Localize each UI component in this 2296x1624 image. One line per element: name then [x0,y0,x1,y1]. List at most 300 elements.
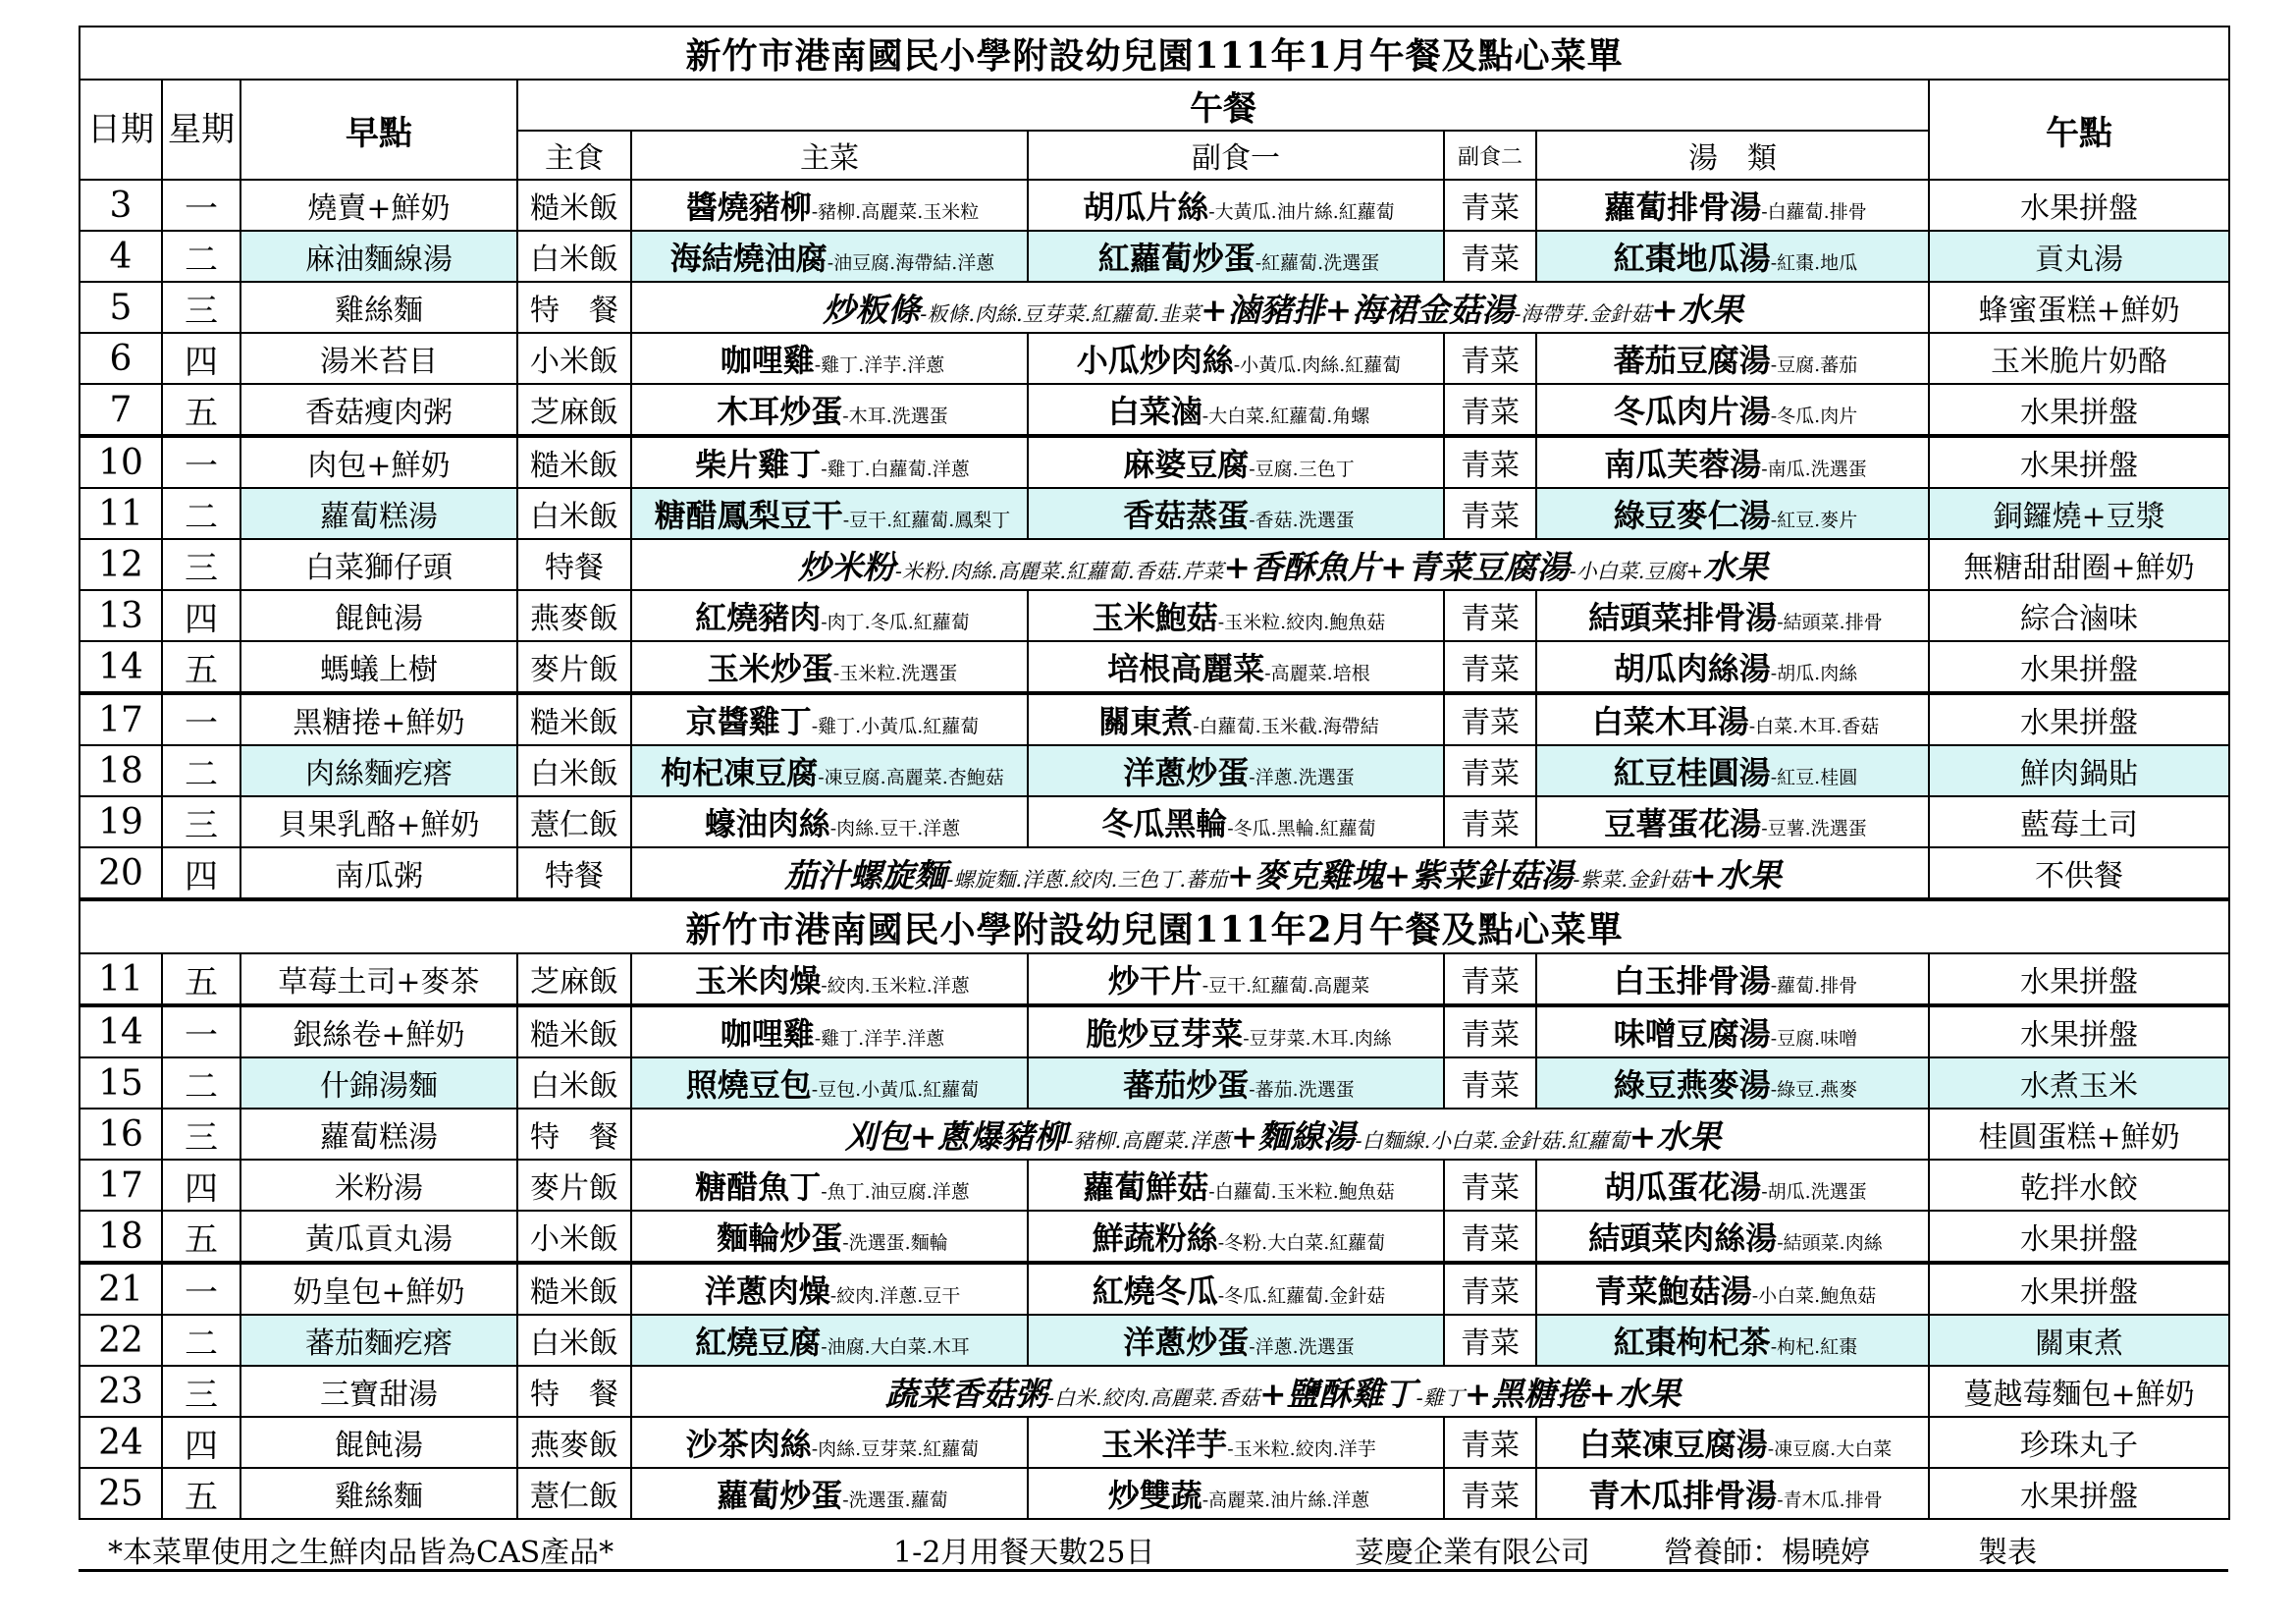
special-dish: +滷豬排+海裙金菇湯 [1201,290,1515,329]
special-dish: +麥克雞塊+紫菜針菇湯 [1227,855,1574,894]
afternoon-snack: 不供餐 [1929,847,2229,899]
footer [79,1520,2228,1572]
special-dish: +香酥魚片+青菜豆腐湯 [1223,547,1570,586]
menu-row [80,180,2229,231]
menu-row [80,1160,2229,1211]
soup-ingredients: -豆腐.蕃茄 [1770,354,1858,376]
soup [1536,590,1929,641]
staple: 白米飯 [517,488,631,539]
menu-row [80,796,2229,847]
afternoon-snack: 水果拼盤 [1929,436,2229,488]
day-number: 17 [80,693,162,745]
menu-row [80,1109,2229,1160]
staple: 麥片飯 [517,1160,631,1211]
menu-row [80,539,2229,590]
main-dish-ingredients: -油腐.大白菜.木耳 [821,1336,970,1358]
main-dish [631,180,1028,231]
soup-name: 青木瓜排骨湯 [1588,1477,1778,1514]
side-dish-two: 青菜 [1444,488,1536,539]
side-dish-ingredients: -高麗菜.培根 [1264,663,1370,684]
main-dish [631,1263,1028,1315]
side-dish-two: 青菜 [1444,693,1536,745]
side-dish-two: 青菜 [1444,1005,1536,1057]
side-dish-ingredients: -冬瓜.紅蘿蔔.金針菇 [1217,1285,1386,1307]
side-dish-one [1028,231,1444,282]
soup-name: 胡瓜蛋花湯 [1604,1168,1762,1206]
main-dish-name: 紅燒豬肉 [695,599,822,636]
weekday: 一 [162,1263,240,1315]
side-dish-two: 青菜 [1444,1315,1536,1366]
soup [1536,693,1929,745]
day-number: 3 [80,180,162,231]
side-dish-name: 玉米鮑菇 [1092,599,1218,636]
special-ingredients: -小白菜.豆腐+ [1569,559,1704,583]
side2-header: 副食二 [1444,131,1536,180]
february-title: 新竹市港南國民小學附設幼兒園111年2月午餐及點心菜單 [80,899,2229,953]
february-title-row [80,899,2229,953]
day-number: 14 [80,641,162,693]
special-ingredients: -白米.絞肉.高麗菜.香菇 [1046,1385,1260,1410]
soup [1536,1315,1929,1366]
weekday: 四 [162,1160,240,1211]
weekday: 二 [162,745,240,796]
menu-row [80,436,2229,488]
staple: 芝麻飯 [517,384,631,436]
side-dish-two: 青菜 [1444,1263,1536,1315]
footer-note: *本菜單使用之生鮮肉品皆為CAS產品* [108,1536,614,1570]
soup-name: 紅棗枸杞茶 [1613,1324,1771,1361]
footer-company: 荽慶企業有限公司 [1355,1536,1590,1570]
staple: 薏仁飯 [517,796,631,847]
day-number: 10 [80,436,162,488]
menu-row [80,693,2229,745]
special-meal [631,847,1929,899]
weekday: 二 [162,1057,240,1109]
afternoon-snack: 玉米脆片奶酪 [1929,333,2229,384]
soup-name: 綠豆麥仁湯 [1613,497,1771,534]
soup [1536,1263,1929,1315]
afternoon-header: 午點 [1929,80,2229,180]
afternoon-snack: 銅鑼燒+豆漿 [1929,488,2229,539]
main-dish-ingredients: -肉絲.豆干.洋蔥 [829,818,961,839]
main-header: 主菜 [631,131,1028,180]
side-dish-ingredients: -豆干.紅蘿蔔.高麗菜 [1201,975,1370,997]
side-dish-one [1028,745,1444,796]
weekday: 五 [162,641,240,693]
afternoon-snack: 水果拼盤 [1929,384,2229,436]
afternoon-snack: 水果拼盤 [1929,1211,2229,1263]
soup [1536,436,1929,488]
menu-row [80,953,2229,1005]
breakfast: 貝果乳酪+鮮奶 [240,796,517,847]
side-dish-one [1028,1315,1444,1366]
weekday: 一 [162,1005,240,1057]
soup-ingredients: -小白菜.鮑魚菇 [1751,1285,1877,1307]
soup-name: 結頭菜肉絲湯 [1588,1219,1778,1257]
menu-row [80,1211,2229,1263]
main-dish-ingredients: -木耳.洗選蛋 [842,406,948,427]
afternoon-snack: 水果拼盤 [1929,1468,2229,1519]
soup-ingredients: -白蘿蔔.排骨 [1761,201,1867,223]
afternoon-snack: 綜合滷味 [1929,590,2229,641]
side-dish-two: 青菜 [1444,745,1536,796]
soup-name: 冬瓜肉片湯 [1613,393,1771,430]
side-dish-one [1028,1160,1444,1211]
soup [1536,1160,1929,1211]
main-dish [631,953,1028,1005]
side-dish-ingredients: -洋蔥.洗選蛋 [1249,1336,1355,1358]
breakfast: 黑糖捲+鮮奶 [240,693,517,745]
special-dish: 炒米粉 [797,547,895,586]
side-dish-one [1028,180,1444,231]
menu-row [80,282,2229,333]
breakfast: 白菜獅仔頭 [240,539,517,590]
side-dish-name: 紅蘿蔔炒蛋 [1097,240,1255,277]
staple: 小米飯 [517,1211,631,1263]
side-dish-name: 培根高麗菜 [1107,650,1265,687]
side-dish-one [1028,488,1444,539]
main-dish-ingredients: -玉米粒.洗選蛋 [832,663,958,684]
main-dish-ingredients: -雞丁.白蘿蔔.洋蔥 [821,459,970,480]
main-dish-name: 沙茶肉絲 [685,1426,812,1463]
staple: 小米飯 [517,333,631,384]
side-dish-ingredients: -白蘿蔔.玉米截.海帶結 [1193,716,1379,737]
afternoon-snack: 乾拌水餃 [1929,1160,2229,1211]
day-number: 25 [80,1468,162,1519]
main-dish-name: 枸杞凍豆腐 [661,754,819,791]
main-dish-name: 醬燒豬柳 [685,189,812,226]
staple: 特 餐 [517,282,631,333]
menu-row [80,590,2229,641]
main-dish [631,1057,1028,1109]
side-dish-one [1028,1468,1444,1519]
staple: 糙米飯 [517,1263,631,1315]
staple: 薏仁飯 [517,1468,631,1519]
weekday: 三 [162,539,240,590]
main-dish-ingredients: -肉絲.豆芽菜.紅蘿蔔 [811,1438,980,1460]
main-dish [631,641,1028,693]
staple: 白米飯 [517,1057,631,1109]
special-dish: 刈包+蔥爆豬柳 [844,1116,1067,1156]
side-dish-name: 關東煮 [1098,703,1194,740]
side-dish-one [1028,1417,1444,1468]
side-dish-ingredients: -白蘿蔔.玉米粒.鮑魚菇 [1208,1181,1395,1203]
side-dish-ingredients: -高麗菜.油片絲.洋蔥 [1201,1489,1370,1511]
weekday: 五 [162,953,240,1005]
soup-name: 結頭菜排骨湯 [1588,599,1778,636]
soup [1536,641,1929,693]
main-dish [631,436,1028,488]
main-dish [631,693,1028,745]
main-dish-ingredients: -魚丁.油豆腐.洋蔥 [821,1181,970,1203]
side-dish-name: 白菜滷 [1107,393,1202,430]
day-number: 4 [80,231,162,282]
soup [1536,796,1929,847]
soup-ingredients: -紅豆.麥片 [1770,510,1858,531]
menu-row [80,231,2229,282]
weekday: 二 [162,1315,240,1366]
main-dish-name: 咖哩雞 [720,1015,815,1053]
weekday: 二 [162,231,240,282]
side-dish-two: 青菜 [1444,1468,1536,1519]
side-dish-one [1028,641,1444,693]
menu-table [79,26,2230,1520]
afternoon-snack: 水煮玉米 [1929,1057,2229,1109]
afternoon-snack: 水果拼盤 [1929,1005,2229,1057]
menu-row [80,1005,2229,1057]
soup-name: 南瓜芙蓉湯 [1604,446,1762,483]
afternoon-snack: 蔓越莓麵包+鮮奶 [1929,1366,2229,1417]
afternoon-snack: 蜂蜜蛋糕+鮮奶 [1929,282,2229,333]
side-dish-ingredients: -玉米粒.絞肉.鮑魚菇 [1217,612,1386,633]
side-dish-two: 青菜 [1444,1160,1536,1211]
side-dish-name: 冬瓜黑輪 [1101,805,1228,842]
breakfast: 香菇瘦肉粥 [240,384,517,436]
special-ingredients: -白麵線.小白菜.金針菇.紅蘿蔔 [1355,1128,1629,1153]
special-ingredients: -雞丁 [1415,1385,1465,1410]
menu-row [80,1315,2229,1366]
side-dish-one [1028,796,1444,847]
breakfast: 餛飩湯 [240,1417,517,1468]
breakfast: 餛飩湯 [240,590,517,641]
side-dish-two: 青菜 [1444,590,1536,641]
weekday: 三 [162,796,240,847]
staple: 芝麻飯 [517,953,631,1005]
day-number: 6 [80,333,162,384]
afternoon-snack: 水果拼盤 [1929,1263,2229,1315]
soup [1536,384,1929,436]
day-number: 15 [80,1057,162,1109]
side-dish-one [1028,953,1444,1005]
side-dish-two: 青菜 [1444,953,1536,1005]
afternoon-snack: 無糖甜甜圈+鮮奶 [1929,539,2229,590]
side-dish-name: 洋蔥炒蛋 [1123,754,1250,791]
special-meal [631,1109,1929,1160]
weekday: 一 [162,693,240,745]
main-dish-ingredients: -雞丁.洋芋.洋蔥 [814,354,945,376]
soup-ingredients: -凍豆腐.大白菜 [1767,1438,1893,1460]
day-number: 16 [80,1109,162,1160]
main-dish [631,796,1028,847]
special-dish: +黑糖捲+水果 [1464,1374,1682,1413]
soup-name: 青菜鮑菇湯 [1594,1272,1752,1310]
weekday: 四 [162,590,240,641]
side-dish-one [1028,590,1444,641]
side-dish-name: 蕃茄炒蛋 [1123,1066,1250,1104]
side-dish-name: 鮮蔬粉絲 [1092,1219,1218,1257]
side-dish-name: 蘿蔔鮮菇 [1083,1168,1209,1206]
main-dish-name: 木耳炒蛋 [717,393,843,430]
staple: 糙米飯 [517,693,631,745]
main-dish [631,384,1028,436]
soup-ingredients: -紅棗.地瓜 [1770,252,1858,274]
weekday: 三 [162,1366,240,1417]
breakfast: 米粉湯 [240,1160,517,1211]
main-dish-name: 糖醋鳳梨豆干 [654,497,843,534]
special-dish: +水果 [1689,855,1782,894]
special-meal [631,1366,1929,1417]
weekday: 三 [162,1109,240,1160]
day-number: 20 [80,847,162,899]
special-ingredients: -米粉.肉絲.高麗菜.紅蘿蔔.香菇.芹菜 [894,559,1224,583]
main-dish [631,745,1028,796]
special-ingredients: -粄條.肉絲.豆芽菜.紅蘿蔔.韭菜 [920,301,1201,326]
side-dish-one [1028,384,1444,436]
main-dish-name: 糖醋魚丁 [695,1168,822,1206]
main-dish-ingredients: -洗選蛋.蘿蔔 [842,1489,948,1511]
weekday: 五 [162,1211,240,1263]
soup-name: 豆薯蛋花湯 [1604,805,1762,842]
main-dish-ingredients: -絞肉.玉米粒.洋蔥 [821,975,970,997]
afternoon-snack: 水果拼盤 [1929,953,2229,1005]
side-dish-name: 紅燒冬瓜 [1092,1272,1218,1310]
day-number: 17 [80,1160,162,1211]
side-dish-ingredients: -豆腐.三色丁 [1249,459,1355,480]
day-number: 13 [80,590,162,641]
weekday: 五 [162,384,240,436]
main-dish-name: 蠔油肉絲 [704,805,830,842]
soup-ingredients: -青木瓜.排骨 [1777,1489,1883,1511]
side-dish-name: 脆炒豆芽菜 [1086,1015,1244,1053]
special-dish: 蔬菜香菇粥 [884,1374,1047,1413]
menu-row [80,488,2229,539]
staple: 糙米飯 [517,1005,631,1057]
side-dish-name: 炒雙蔬 [1107,1477,1202,1514]
weekday: 四 [162,333,240,384]
side-dish-name: 麻婆豆腐 [1123,446,1250,483]
afternoon-snack: 鮮肉鍋貼 [1929,745,2229,796]
side-dish-ingredients: -豆芽菜.木耳.肉絲 [1243,1028,1392,1050]
afternoon-snack: 水果拼盤 [1929,693,2229,745]
side-dish-two: 青菜 [1444,333,1536,384]
breakfast: 燒賣+鮮奶 [240,180,517,231]
main-dish-name: 麵輪炒蛋 [717,1219,843,1257]
soup-name: 蘿蔔排骨湯 [1604,189,1762,226]
menu-row [80,1468,2229,1519]
soup-name: 白菜凍豆腐湯 [1578,1426,1768,1463]
breakfast: 雞絲麵 [240,1468,517,1519]
soup-ingredients: -枸杞.紅棗 [1770,1336,1858,1358]
soup [1536,231,1929,282]
menu-row [80,1263,2229,1315]
breakfast-header: 早點 [240,80,517,180]
breakfast: 蘿蔔糕湯 [240,1109,517,1160]
main-dish [631,1160,1028,1211]
staple-header: 主食 [517,131,631,180]
menu-row [80,333,2229,384]
afternoon-snack: 珍珠丸子 [1929,1417,2229,1468]
side-dish-name: 胡瓜片絲 [1083,189,1209,226]
side-dish-two: 青菜 [1444,641,1536,693]
side-dish-one [1028,436,1444,488]
staple: 白米飯 [517,745,631,796]
special-meal [631,282,1929,333]
side-dish-ingredients: -小黃瓜.肉絲.紅蘿蔔 [1233,354,1402,376]
staple: 糙米飯 [517,436,631,488]
soup-ingredients: -白菜.木耳.香菇 [1748,716,1880,737]
side-dish-two: 青菜 [1444,436,1536,488]
weekday: 二 [162,488,240,539]
afternoon-snack: 水果拼盤 [1929,641,2229,693]
main-dish [631,1315,1028,1366]
breakfast: 麻油麵線湯 [240,231,517,282]
breakfast: 蕃茄麵疙瘩 [240,1315,517,1366]
menu-row [80,847,2229,899]
side-dish-ingredients: -洋蔥.洗選蛋 [1249,767,1355,788]
lunch-header: 午餐 [517,80,1929,131]
day-number: 24 [80,1417,162,1468]
staple: 特 餐 [517,1109,631,1160]
main-dish-ingredients: -油豆腐.海帶結.洋蔥 [827,252,995,274]
side-dish-ingredients: -大黃瓜.油片絲.紅蘿蔔 [1208,201,1395,223]
soup-name: 白菜木耳湯 [1591,703,1749,740]
side-dish-one [1028,1211,1444,1263]
day-number: 22 [80,1315,162,1366]
main-dish [631,1468,1028,1519]
main-dish-ingredients: -凍豆腐.高麗菜.杏鮑菇 [818,767,1004,788]
special-ingredients: -螺旋麵.洋蔥.絞肉.三色丁.蕃茄 [946,867,1228,892]
side-dish-one [1028,1263,1444,1315]
special-dish: 炒粄條 [823,290,921,329]
footer-dietitian: 營養師：楊曉婷 [1664,1536,1870,1570]
soup [1536,1057,1929,1109]
soup-ingredients: -胡瓜.洗選蛋 [1761,1181,1867,1203]
main-dish-ingredients: -豆干.紅蘿蔔.鳳梨丁 [842,510,1011,531]
main-dish-ingredients: -肉丁.冬瓜.紅蘿蔔 [821,612,970,633]
afternoon-snack: 桂圓蛋糕+鮮奶 [1929,1109,2229,1160]
breakfast: 三寶甜湯 [240,1366,517,1417]
special-dish: 水果 [1703,547,1769,586]
afternoon-snack: 藍莓土司 [1929,796,2229,847]
side-dish-name: 香菇蒸蛋 [1123,497,1250,534]
special-dish: +水果 [1651,290,1743,329]
staple: 麥片飯 [517,641,631,693]
main-dish-ingredients: -雞丁.洋芋.洋蔥 [814,1028,945,1050]
soup-ingredients: -豆腐.味噌 [1770,1028,1858,1050]
staple: 特 餐 [517,1366,631,1417]
menu-row [80,1417,2229,1468]
afternoon-snack: 貢丸湯 [1929,231,2229,282]
breakfast: 湯米苔目 [240,333,517,384]
main-dish [631,488,1028,539]
breakfast: 奶皇包+鮮奶 [240,1263,517,1315]
side-dish-one [1028,333,1444,384]
day-number: 11 [80,953,162,1005]
main-dish [631,231,1028,282]
special-ingredients: -紫菜.金針菇 [1573,867,1690,892]
day-number: 7 [80,384,162,436]
footer-made: 製表 [1978,1536,2037,1570]
footer-days: 1-2月用餐天數25日 [893,1536,1155,1570]
breakfast: 蘿蔔糕湯 [240,488,517,539]
day-number: 21 [80,1263,162,1315]
main-dish-ingredients: -洗選蛋.麵輪 [842,1232,948,1254]
side-dish-two: 青菜 [1444,180,1536,231]
soup-name: 蕃茄豆腐湯 [1613,342,1771,379]
day-number: 18 [80,1211,162,1263]
main-dish-name: 玉米炒蛋 [707,650,833,687]
soup-ingredients: -結頭菜.排骨 [1777,612,1883,633]
menu-row [80,745,2229,796]
side-dish-ingredients: -冬瓜.黑輪.紅蘿蔔 [1227,818,1376,839]
weekday: 三 [162,282,240,333]
soup-ingredients: -結頭菜.肉絲 [1777,1232,1883,1254]
breakfast: 雞絲麵 [240,282,517,333]
breakfast: 南瓜粥 [240,847,517,899]
day-number: 23 [80,1366,162,1417]
soup-name: 紅豆桂圓湯 [1613,754,1771,791]
staple: 燕麥飯 [517,590,631,641]
